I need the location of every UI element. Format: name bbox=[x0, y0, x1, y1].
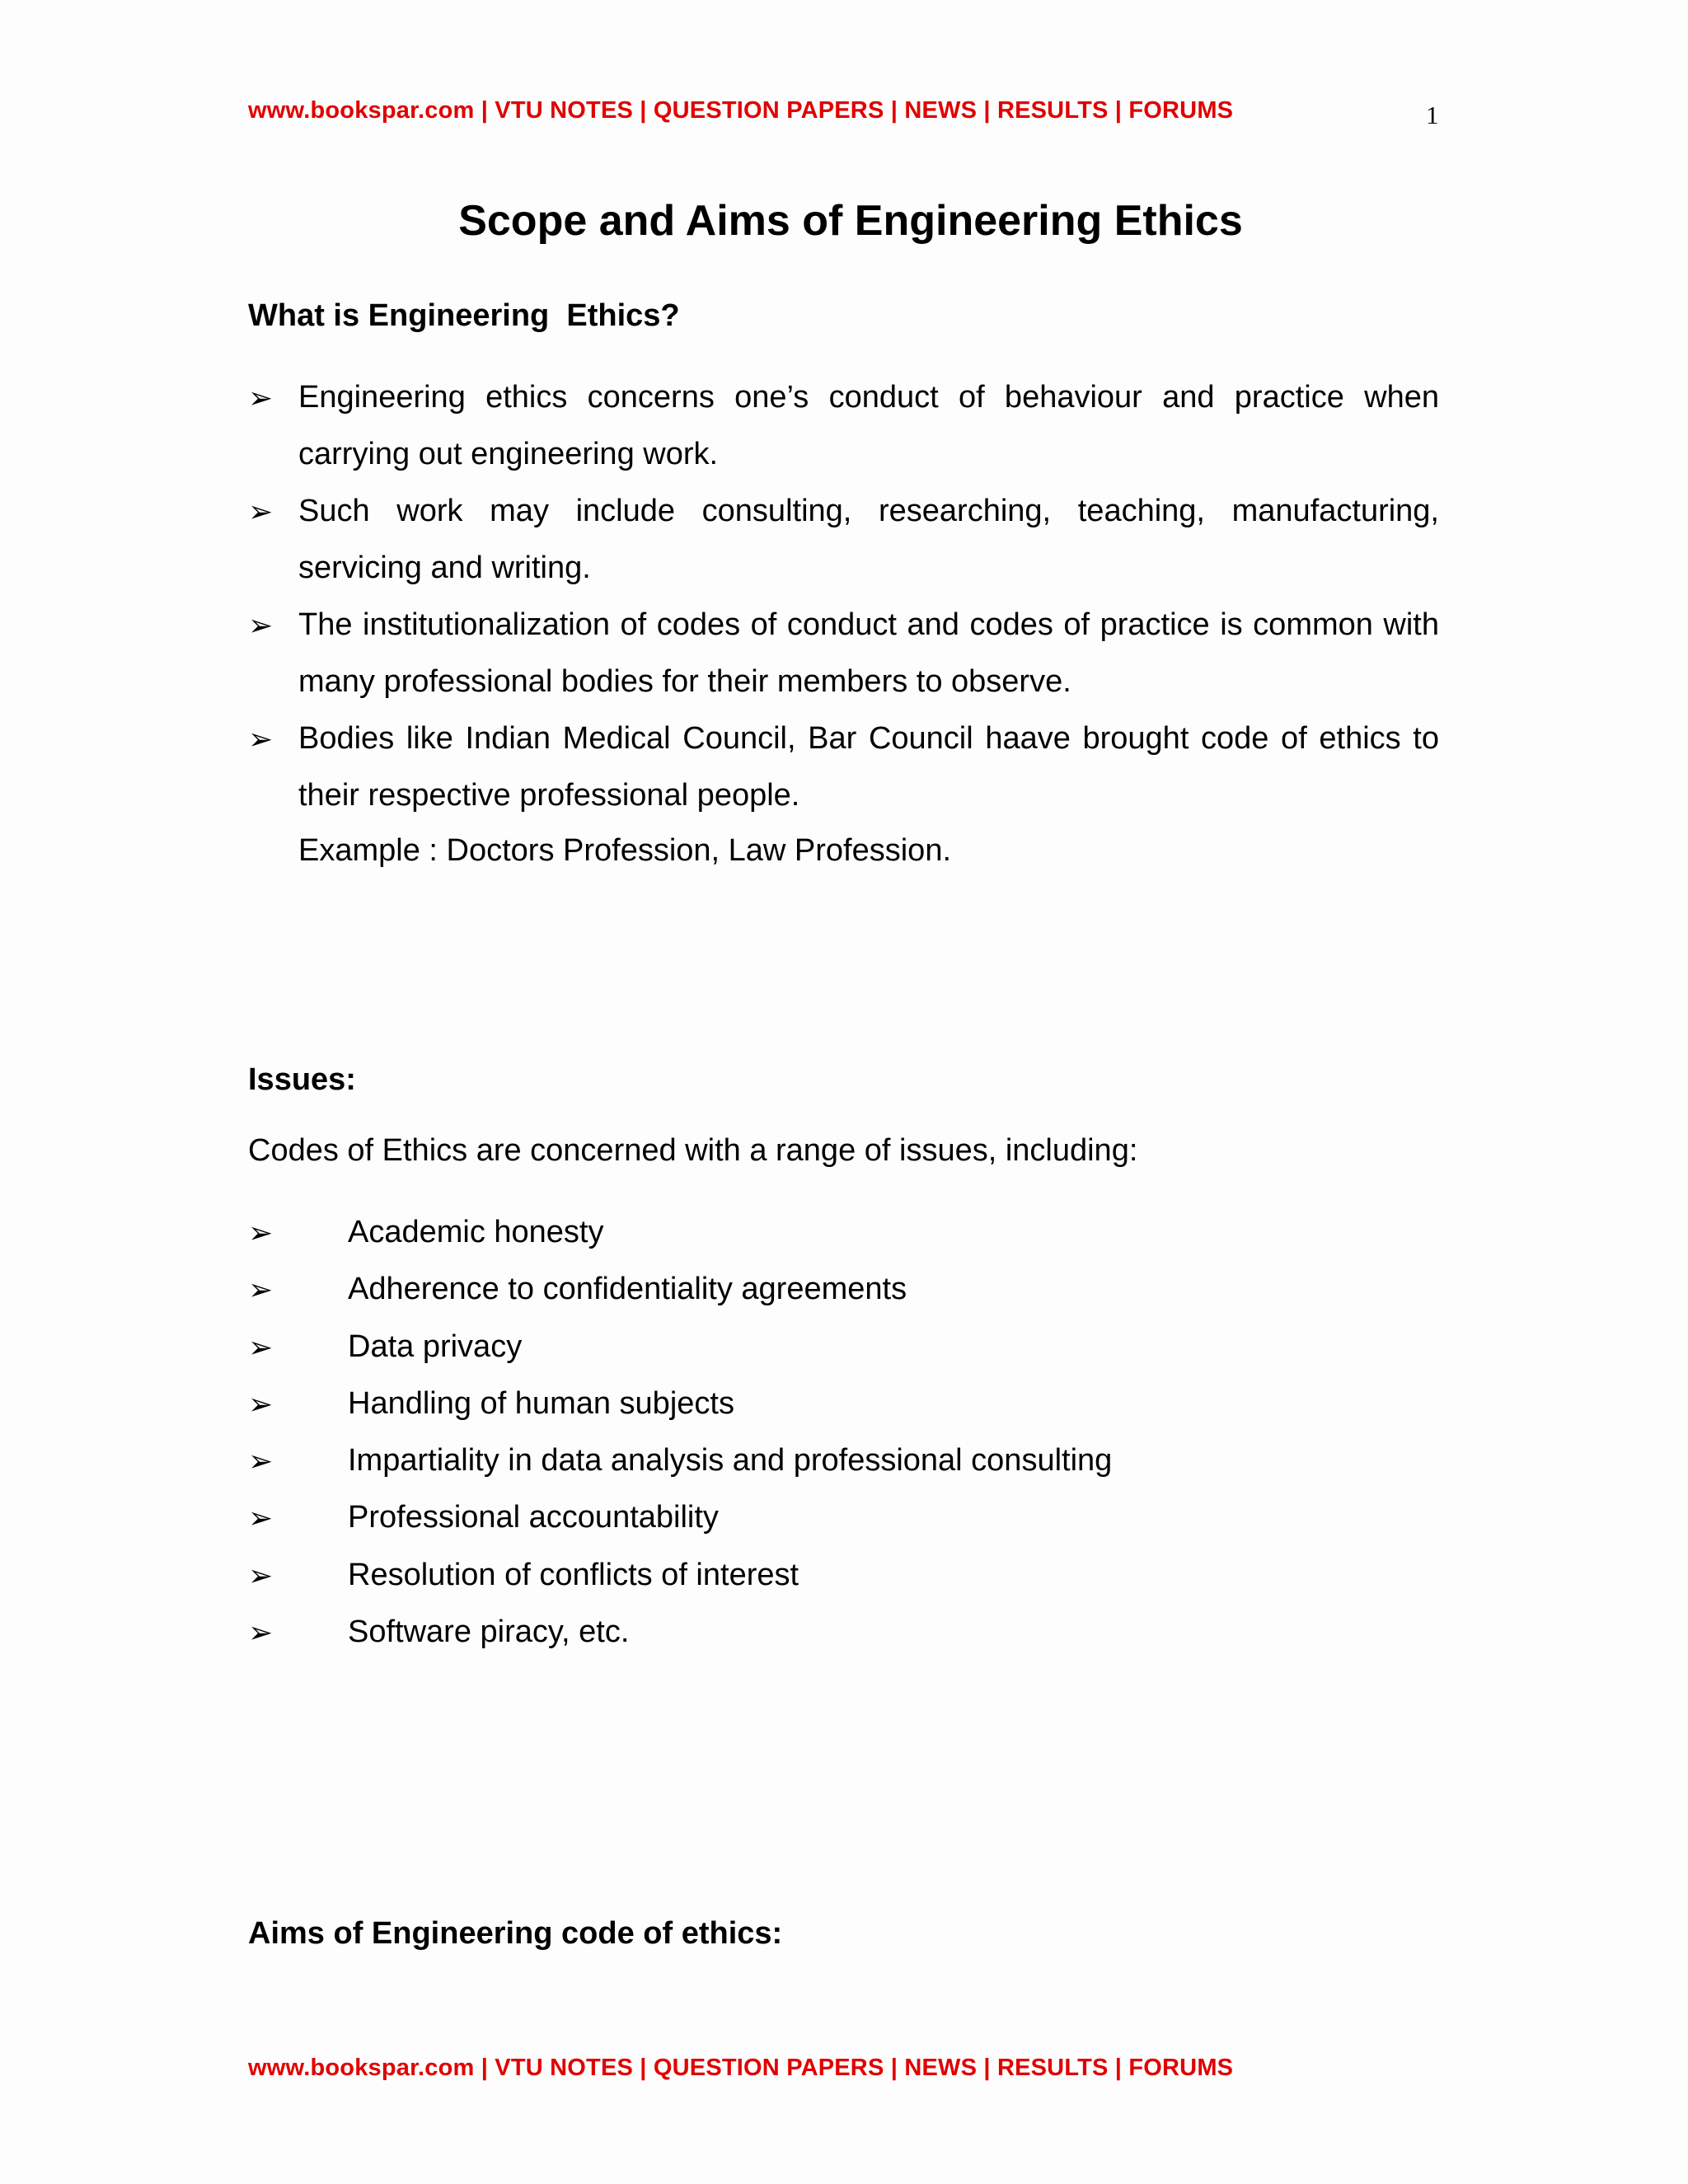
list-item-text: Engineering ethics concerns one’s conduct of behaviour and practice when carrying out engineering work. bbox=[298, 380, 1439, 471]
list-item-text: Such work may include consulting, researching, teaching, manufacturing, servicing and writing. bbox=[298, 494, 1439, 585]
list-item-text: Academic honesty bbox=[348, 1215, 604, 1249]
arrow-bullet-icon: ➢ bbox=[248, 1444, 274, 1479]
what-is-bullet-list bbox=[248, 369, 1439, 824]
arrow-bullet-icon: ➢ bbox=[248, 608, 274, 642]
list-item-text: Software piracy, etc. bbox=[348, 1615, 630, 1650]
list-item-text: Handling of human subjects bbox=[348, 1385, 734, 1421]
section-heading-what-is: What is Engineering Ethics? bbox=[248, 298, 680, 333]
list-item-text: Impartiality in data analysis and professional consulting bbox=[348, 1443, 1113, 1479]
arrow-bullet-icon: ➢ bbox=[248, 1329, 274, 1364]
list-item bbox=[248, 369, 1439, 483]
list-item-text: Resolution of conflicts of interest bbox=[348, 1557, 799, 1592]
list-item bbox=[248, 710, 1439, 824]
arrow-bullet-icon: ➢ bbox=[248, 381, 274, 415]
arrow-bullet-icon: ➢ bbox=[248, 1216, 274, 1249]
list-item bbox=[248, 483, 1439, 597]
footer-links[interactable]: www.bookspar.com | VTU NOTES | QUESTION PAPERS | NEWS | RESULTS | FORUMS bbox=[248, 2055, 1234, 2081]
list-item-text: Professional accountability bbox=[348, 1500, 719, 1535]
arrow-bullet-icon: ➢ bbox=[248, 494, 274, 528]
arrow-bullet-icon: ➢ bbox=[248, 1615, 274, 1650]
arrow-bullet-icon: ➢ bbox=[248, 1501, 274, 1535]
issues-intro: Codes of Ethics are concerned with a range of issues, including: bbox=[248, 1133, 1138, 1168]
section-heading-aims: Aims of Engineering code of ethics: bbox=[248, 1916, 783, 1951]
list-item bbox=[248, 597, 1439, 710]
page-title: Scope and Aims of Engineering Ethics bbox=[458, 197, 1243, 245]
arrow-bullet-icon: ➢ bbox=[248, 722, 274, 756]
arrow-bullet-icon: ➢ bbox=[248, 1386, 274, 1421]
list-item-text: Bodies like Indian Medical Council, Bar Council haave brought code of ethics to their respective professional people. bbox=[298, 721, 1439, 813]
list-item-text: Adherence to confidentiality agreements bbox=[348, 1272, 907, 1307]
section-heading-issues: Issues: bbox=[248, 1062, 356, 1097]
list-item-text: Data privacy bbox=[348, 1329, 523, 1364]
list-item-text: The institutionalization of codes of conduct and codes of practice is common with many professional bodies for their members to observe. bbox=[298, 607, 1439, 699]
page-number: 1 bbox=[1426, 101, 1439, 129]
arrow-bullet-icon: ➢ bbox=[248, 1558, 274, 1592]
header-links[interactable]: www.bookspar.com | VTU NOTES | QUESTION PAPERS | NEWS | RESULTS | FORUMS bbox=[248, 97, 1234, 124]
arrow-bullet-icon: ➢ bbox=[248, 1272, 274, 1307]
example-text: Example : Doctors Profession, Law Profession. bbox=[298, 833, 952, 868]
